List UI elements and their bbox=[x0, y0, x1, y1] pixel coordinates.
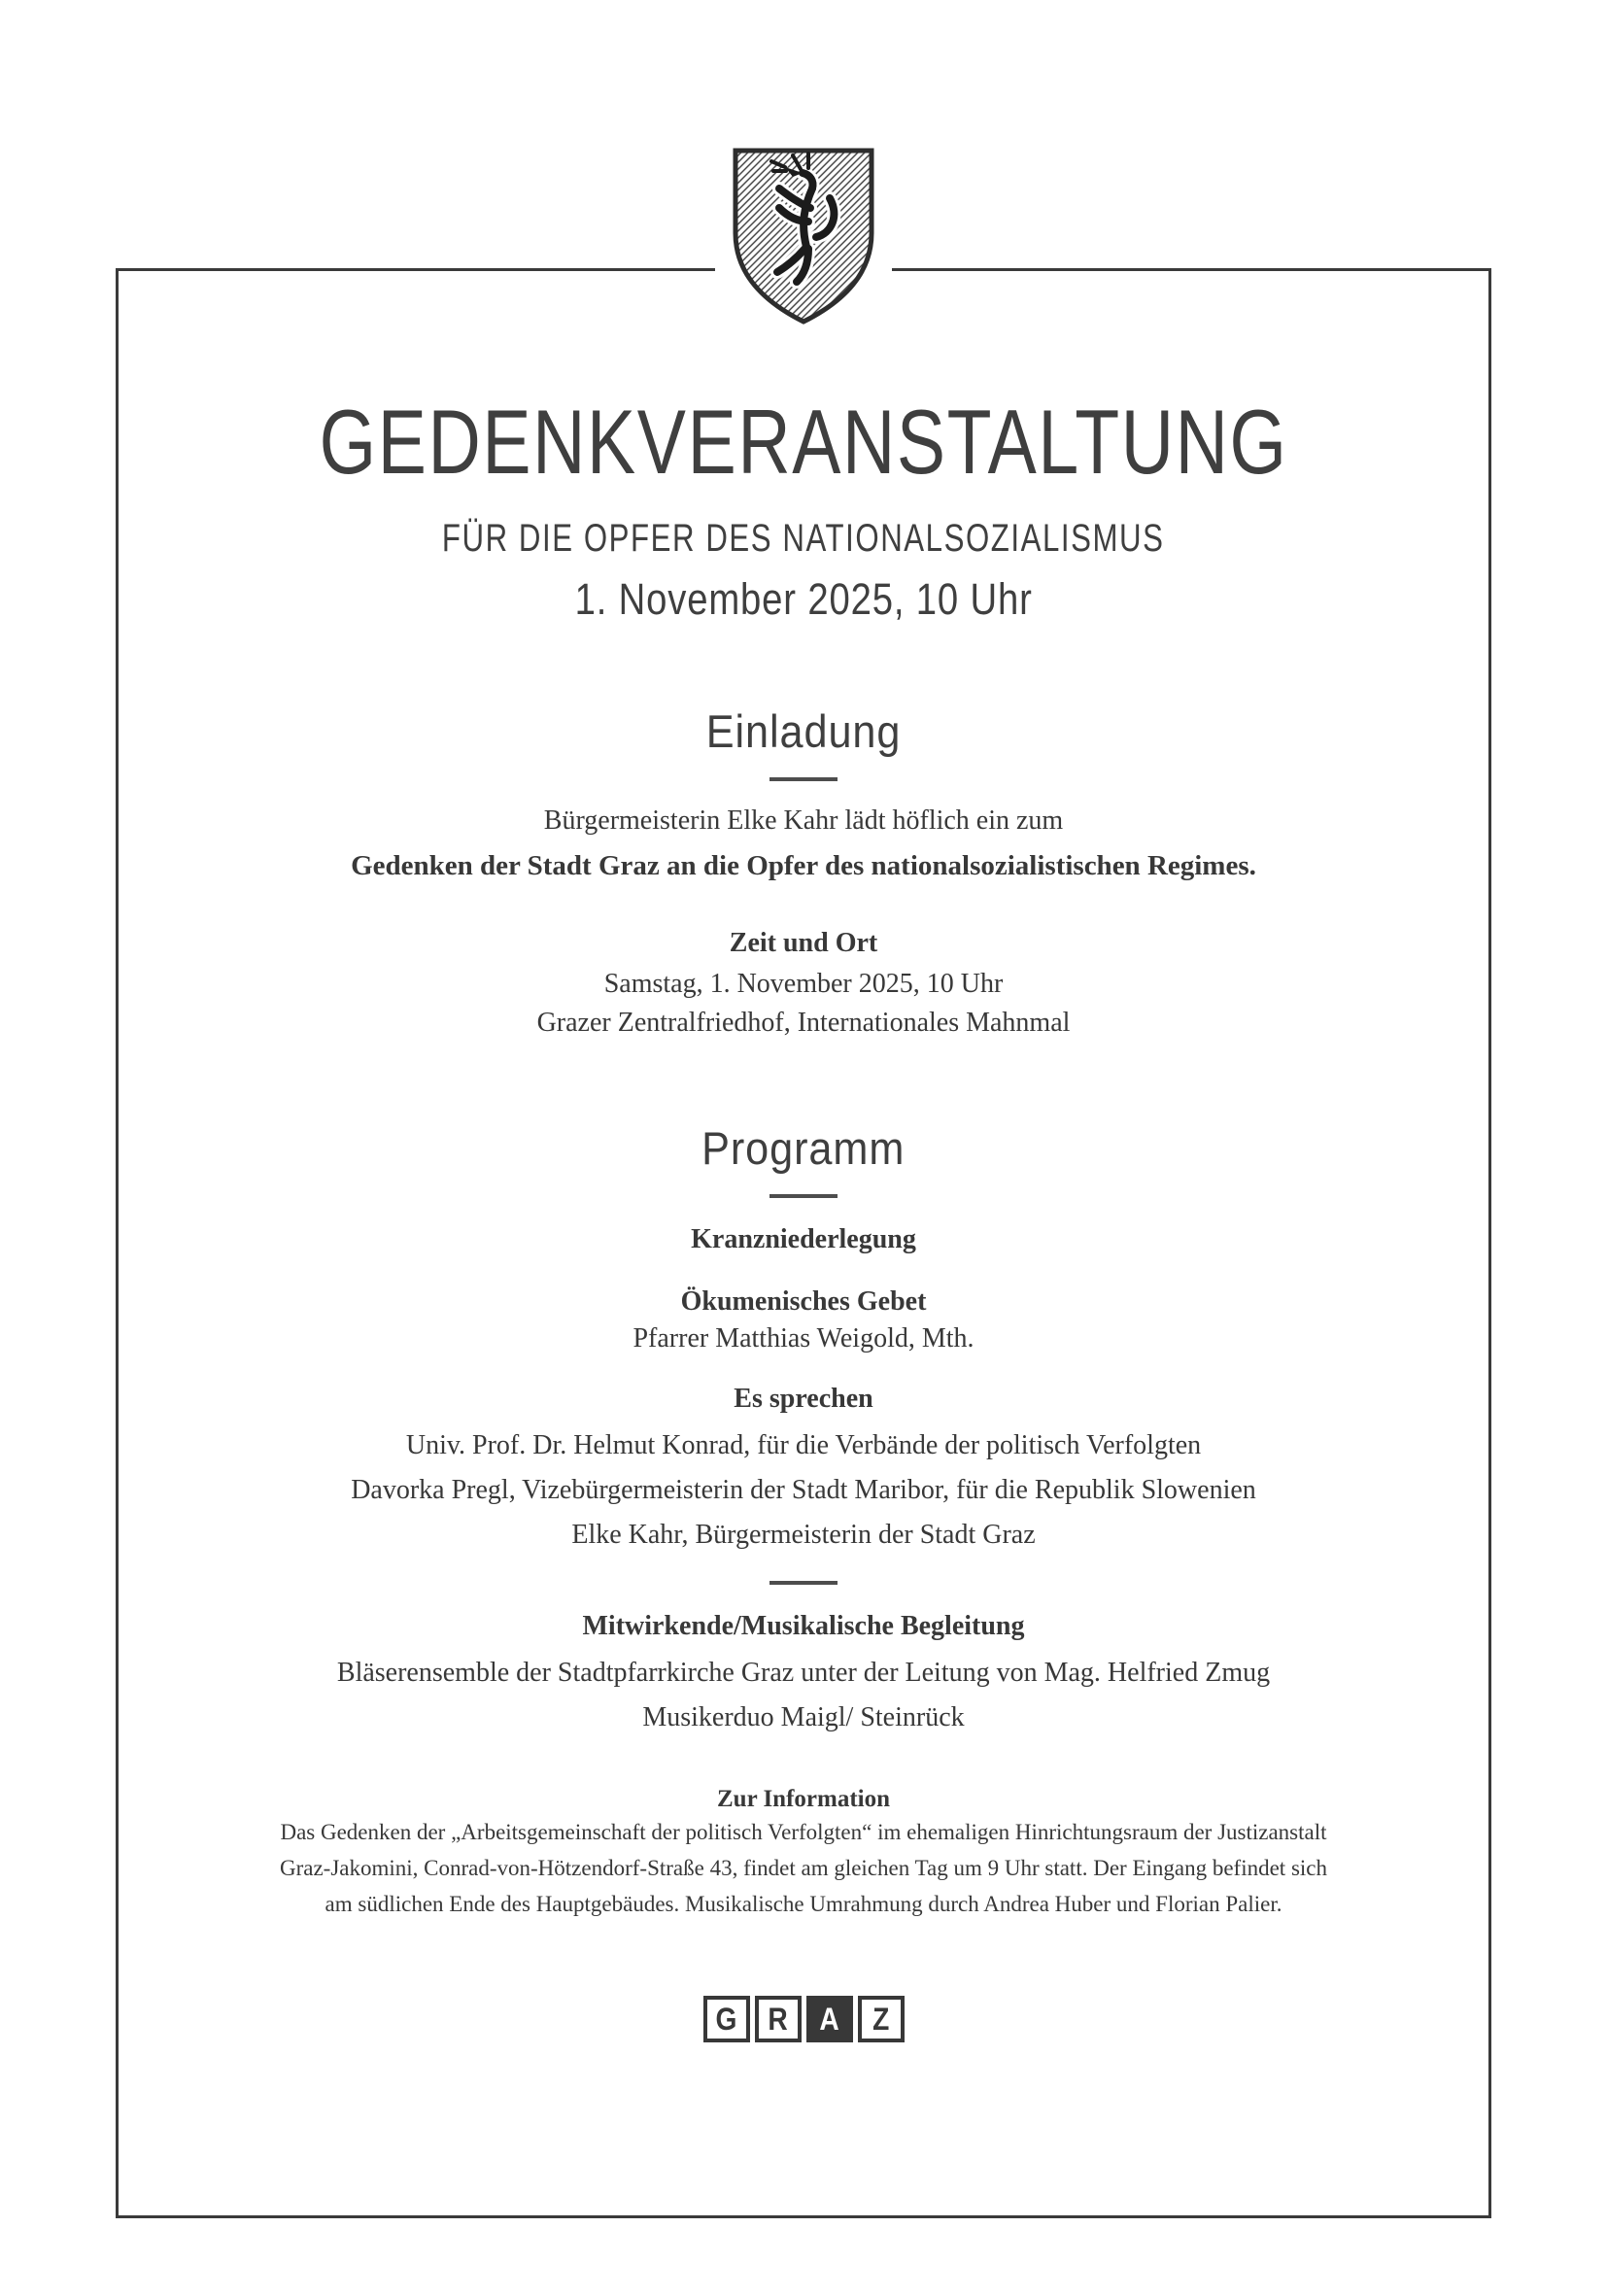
info-text-line: Graz-Jakomini, Conrad-von-Hötzendorf-Straße 43, findet am gleichen Tag um 9 Uhr statt. Der Eingang befindet sich bbox=[279, 1856, 1327, 1880]
panther-crest-icon bbox=[731, 146, 876, 326]
page-title: GEDENKVERANSTALTUNG bbox=[319, 391, 1288, 493]
info-text-line: Das Gedenken der „Arbeitsgemeinschaft der politisch Verfolgten“ im ehemaligen Hinrichtungsraum der Justizanstalt bbox=[280, 1820, 1327, 1844]
speaker-line: Davorka Pregl, Vizebürgermeisterin der Stadt Maribor, für die Republik Slowenien bbox=[351, 1475, 1256, 1505]
event-date-text: Samstag, 1. November 2025, 10 Uhr bbox=[603, 969, 1004, 999]
speaker-line: Elke Kahr, Bürgermeisterin der Stadt Graz bbox=[571, 1520, 1036, 1550]
programm-item-gebet-heading: Ökumenisches Gebet bbox=[680, 1286, 927, 1317]
graz-logo-letter-g: G bbox=[703, 1996, 750, 2042]
programm-item-kranzniederlegung: Kranzniederlegung bbox=[691, 1224, 916, 1254]
divider bbox=[769, 1581, 838, 1585]
es-sprechen-heading: Es sprechen bbox=[734, 1384, 873, 1414]
mitwirkende-heading: Mitwirkende/Musikalische Begleitung bbox=[582, 1611, 1025, 1641]
graz-logo-letter-r: R bbox=[755, 1996, 802, 2042]
event-location-text: Grazer Zentralfriedhof, Internationales Mahnmal bbox=[536, 1008, 1071, 1038]
event-dateline: 1. November 2025, 10 Uhr bbox=[574, 574, 1033, 624]
mitwirkende-line: Bläserensemble der Stadtpfarrkirche Graz unter der Leitung von Mag. Helfried Zmug bbox=[336, 1658, 1271, 1688]
info-text-line: am südlichen Ende des Hauptgebäudes. Musikalische Umrahmung durch Andrea Huber und Florian Palier. bbox=[325, 1892, 1282, 1916]
divider bbox=[769, 1194, 838, 1198]
programm-heading: Programm bbox=[701, 1122, 906, 1174]
programm-item-gebet-person: Pfarrer Matthias Weigold, Mth. bbox=[633, 1323, 974, 1354]
divider bbox=[769, 777, 838, 781]
graz-coat-of-arms bbox=[715, 146, 892, 326]
speaker-line: Univ. Prof. Dr. Helmut Konrad, für die Verbände der politisch Verfolgten bbox=[405, 1430, 1202, 1460]
einladung-intro: Bürgermeisterin Elke Kahr lädt höflich ein zum bbox=[543, 805, 1064, 836]
zeit-und-ort-heading: Zeit und Ort bbox=[729, 928, 878, 958]
graz-logo-letter-z: Z bbox=[858, 1996, 905, 2042]
einladung-heading: Einladung bbox=[705, 705, 902, 757]
einladung-intro-bold: Gedenken der Stadt Graz an die Opfer des nationalsozialistischen Regimes. bbox=[351, 850, 1256, 881]
zur-information-heading: Zur Information bbox=[716, 1786, 891, 1812]
graz-logo-letter-a: A bbox=[806, 1996, 853, 2042]
graz-logo bbox=[0, 1996, 1607, 2042]
mitwirkende-line: Musikerduo Maigl/ Steinrück bbox=[642, 1702, 965, 1732]
page-subtitle: FÜR DIE OPFER DES NATIONALSOZIALISMUS bbox=[442, 517, 1165, 560]
